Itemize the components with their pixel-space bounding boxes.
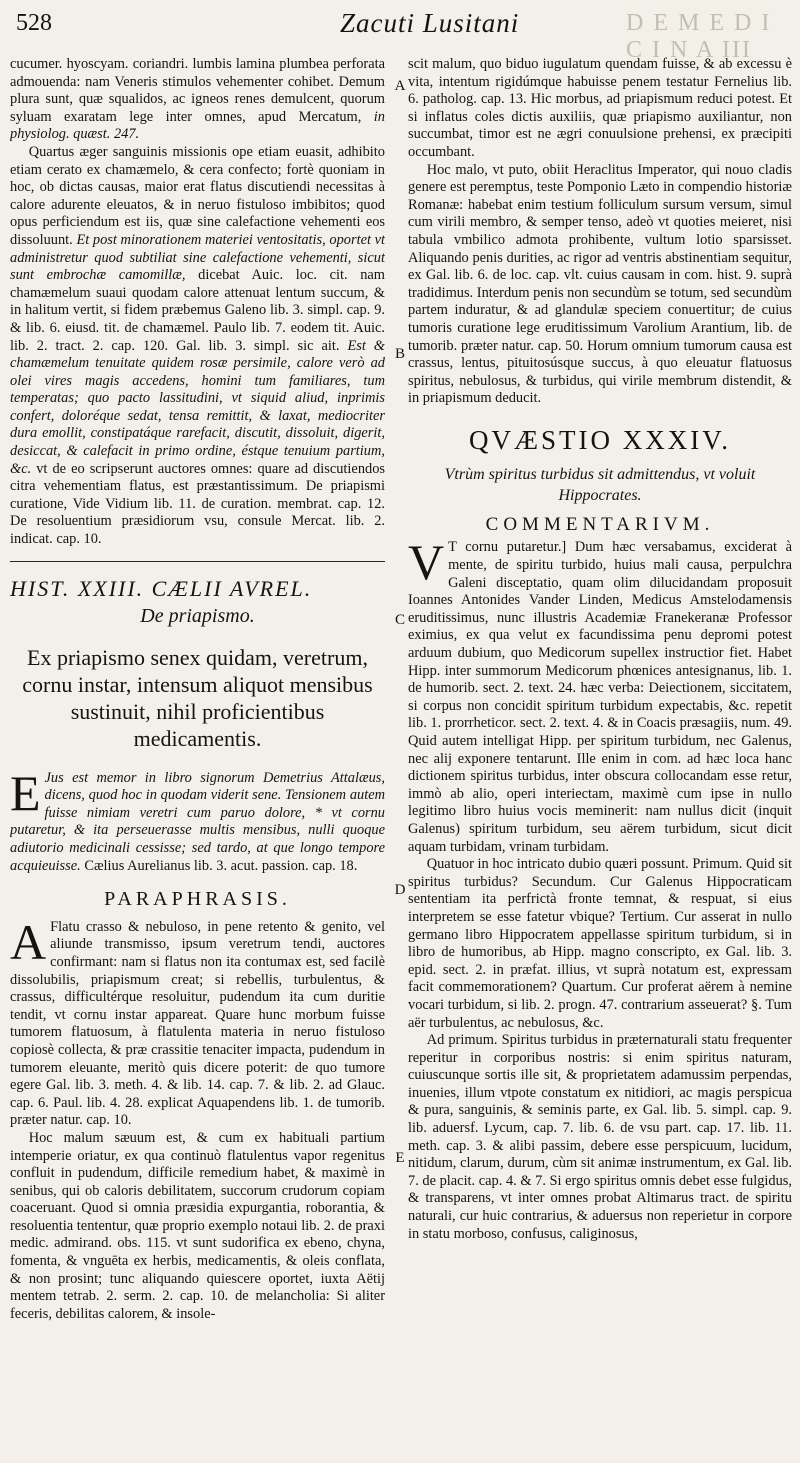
margin-letter-b: B [394, 346, 405, 362]
left-paragraph: Hoc malum sæuum est, & cum ex habituali partium intemperie oriatur, ex qua continuò flatulentus vapor regenitus confluit in pudendum, difficile remedium habet, & maximè in senibus, qui ob caloris debilitatem, succorum crudorum copiam coaceruant. Quod si omnia præsidia expurgantia, roborantia, & resoluentia tententur, quæ proprio exemplo notaui lib. 2. de praxi medic. admirand. obs. 115. vt sunt sudorifica ex ebeno, chyna, fomenta, & vnguēta ex herbis, medicamentis, & oleis conflata, & non prosint; tunc aliquando quiescere oportet, iuxta Aëtij mentem tetrab. 2. serm. 2. cap. 10. de melancholia: Si aliter feceris, debilitas calorem, & insole- [10, 1129, 385, 1322]
history-title: HIST. XXIII. CÆLII AVREL. [10, 575, 313, 601]
commentarium-heading: COMMENTARIVM. [485, 513, 715, 535]
paraphrasis-text: A Flatu crasso & nebuloso, in pene retento & genito, vel aliunde transmisso, ipsum veretrum tendi, auctores confirmant: nam si flatus non ita contumax est, sed facilè dissolubilis, priapismum creat; si rebellis, turbulentus, & crassus, difficultérque resoluitur, pudendum ita cum duritie tendit, vt cornu instar appareat. Quare hunc morbum fuisse tumorem flatuosum, à flatulenta materia in neruo fistuloso copiosè collecta, & præ crassitie tenaciter impacta, pudendum in tumorem eleuante, meritò quis dicere poterit: de quo tumore egere Gal. lib. 3. meth. 4. & lib. 14. cap. 7. & lib. 2. ad Glauc. cap. 6. Paul. lib. 4. 28. explicat Aquapendens lib. 1. de tumorib. præter natur. cap. 10. [10, 913, 385, 1129]
left-paragraph: cucumer. hyoscyam. coriandri. lumbis lamina plumbea perforata admouenda: nam Veneris stimulos vehementer cohibet. Demum plura sunt, quæ squalidos, ac igneos renes demulcent, quorum syluam exaratam lege inter omnes, apud Mercatum, in physiolog. quæst. 247. [10, 56, 385, 143]
history-summary: Ex priapismo senex quidam, veretrum, cornu instar, intensum aliquot mensibus sustinuit, nihil proficientibus medicamentis. [22, 644, 373, 751]
left-paragraph: Quartus æger sanguinis missionis ope etiam euasit, adhibito etiam cerato ex chamæmelo, & cera confecto; fortè quoniam in hoc, ob dictas causas, maior erat flatus discutiendi necessitas à calore adurente eleuatos, & in neruo fistuloso imbibitos; quod opus perficiendum est iis, quæ sine calefactione vehementi eos dissoluunt. Et post minorationem materiei ventositatis, oportet vt administretur quod subtiliat sine calefactione vehementi, sicut sunt embrochæ camomillæ, dicebat Auic. loc. cit. nam chamæmelum suaui quodam calore attenuat lentum succum, & in halitum vertit, si fidem præbemus Galeno lib. 3. simpl. cap. 9. & lib. 6. eiusd. tit. de chamæmel. Paulo lib. 7. eodem tit. Auic. lib. 2. tract. 2. cap. 120. Gal. lib. 3. simpl. sic ait. Est & chamæmelum tenuitate quidem rosæ persimile, calore verò ad olei vires magis accedens, homini tum familiares, tum temperatas; quo pacto lassitudini, vt siquid aliud, inprimis confert, doloréque sedat, tensa remittit, & laxat, mediocriter dura emollit, constipatáque rarefacit, discutit, dissoluit, digerit, desiccat, & calefacit in primo ordine, éstque tenuium partium, &c. vt de eo scripserunt auctores omnes: quare ad discutiendos citra vehementiam flatus, est præstantissimum. De priapismi curatione, Vide Vidium lib. 11. de curation. membrat. cap. 12. De resoluentium præsidiorum vsu, consule Mercat. lib. 2. indicat. cap. 10. [10, 143, 385, 548]
history-subtitle: De priapismo. [140, 604, 255, 627]
drop-cap: V [408, 534, 445, 591]
drop-cap: A [10, 913, 47, 970]
margin-letter-a: A [394, 78, 406, 94]
running-head [14, 6, 786, 63]
right-paragraph: Quatuor in hoc intricato dubio quæri possunt. Primum. Quid sit spiritus turbidus? Secundum. Cur Galenus Hippocraticam sententiam ita perfrictà fronte temnat, & respuat, si eius interpretem se esse fatetur vbique? Tertium. Cur asserat in nullo germano libro Hippocratem appellasse spiritum turbidum, si in libro de humoribus, ab Hipp. magno conscripto, ex Gal. lib. 3. epid. sect. 2. in præfat. illius, vt suprà notatum est, expressam facit commemorationem? Quartum. Cur proferat aërem à nemine vocari turbidum, si lib. 2. progn. 47. contrarium asseuerat? §. Tum aër turbulentus, ac nebulosus, &c. [408, 856, 792, 1031]
margin-letter-c: C [394, 612, 405, 628]
left-column [10, 56, 385, 1455]
history-text: E Jus est memor in libro signorum Demetrius Attalæus, dicens, quod hoc in quodam viderit sene. Tensionem autem fuisse nimiam veretri cum paruo dolore, * vt cornu putaretur, & ita perseuerasse multis mensibus, nulli quoque adiutorio medicinali cessisse; sed tardo, at que longo tempore acquieuisse. Cælius Aurelianus lib. 3. acut. passion. cap. 18. [10, 764, 385, 874]
drop-cap: E [10, 764, 41, 821]
commentary-text: V T cornu putaretur.] Dum hæc versabamus, exciderat à mente, de spiritu turbido, huius mali causa, perpulchra Galeni disceptatio, quam olim dilucidandam proposuit Ioannes Antonides Vander Linden, Medicus Amstelodamensis eruditissimus, nunc illustris Academiæ Franekeranæ Professor eximius, ex qua velut ex facundissima penu depromi potest arduum dubium, quo Medicorum supellex instructior fiet. Habet Hipp. inter summorum Medicorum phœnices antesignanus, lib. 1. de humorib. sect. 2. text. 24. hæc verba: Deiectionem, siccitatem, si corpus non concidit spiritum turbidum expectabis, &c. repetit lib. 1. prorrheticor. sect. 2. text. 4. & in Coacis præsagiis, num. 49. Quid autem intelligat Hipp. per spiritum turbidum, nec Galenus, nec alij exponere tentarunt. Ille enim in com. ad hæc loca hanc dictionem spiritus turbidus, inter obscura collocandam esse retur, immò ab alio, operi interiectam, maximè cum ipse in nullo legitimo libro huius vocis meminerit: nam nullus dicit (inquit Galenus) spiritum turbidum, seu aërem turbidum, sicut dicit aquam turbidam, vrinam turbidam. [408, 534, 792, 855]
quaestio-heading: QVÆSTIO XXXIV. [468, 424, 731, 455]
quaestio-subtitle: Vtrùm spiritus turbidus sit admittendus, vt voluit Hippocrates. [444, 465, 756, 504]
right-paragraph: scit malum, quo biduo iugulatum quendam fuisse, & ab excessu è vita, intentum rigidúmque habuisse penem testatur Fernelius lib. 6. patholog. cap. 13. Hic morbus, ad priapismum reduci potest. Et si inflatus coles dictis auxiliis, quæ priapismo auxiliantur, non succumbat, timor est ne ægri conuulsione prehensi, ex præcipiti occumbant. [408, 56, 792, 160]
running-title: Zacuti Lusitani [340, 8, 520, 38]
right-column [408, 56, 792, 1455]
bleed-through-heading: D E M E D I C I N A III [626, 10, 772, 63]
right-paragraph: Hoc malo, vt puto, obiit Heraclitus Imperator, qui nouo cladis genere est peremptus, teste Pomponio Læto in compendio historiæ Romanæ: habebat enim testium folliculum sursum versum, simul cum virili membro, & semper tenso, adeò vt quoties meieret, nisi tabula vmbilico admota prohibente, vultum lotio sparsisset. Aliquando penis durities, ac rigor ad ventris abstinentiam sequitur, ex Gal. lib. 6. de loc. cap. vlt. cuius causam in com. hist. 9. suprà tradidimus. Interdum penis non secundùm se totum, sed secundùm partem induratur, & ad glandulæ speciem conuertitur; de cuius tumoris curatione lege eruditissimum Varolium Arantium, lib. de tumorib. præter natur. cap. 50. Horum omnium tumorum causa est crassus, lentus, pituitosúsque succus, à quo eleuatur flatuosus spiritus, nebulosus, & turbidus, qui virile membrum distendit, & in priapismum deducit. [408, 161, 792, 407]
right-paragraph: Ad primum. Spiritus turbidus in præternaturali statu frequenter reperitur in corporibus nostris: si enim spiritus naturam, cuiuscunque sortis ille sit, & proprietatem adamussim perpendas, inuenies, illum vtpote constatum ex nitidiori, ac magis perspicua & pura, sanguinis, & seminis parte, ex Gal. lib. 5. simpl. cap. 9. lib. aduersf. Lycum, cap. 7. lib. 6. de vsu part. cap. 17. lib. 11. meth. cap. 3. & alibi passim, debere esse perspicuum, lucidum, nitidum, clarum, durum, cùm sit animæ instrumentum, ex Gal. lib. 7. de placit. cap. 4. & 7. Si ergo spiritus omnis debet esse fulgidus, & transparens, vt inter omnes probat Altimarus tract. de spiritu naturali, cur huic contrarius, & aduersus non reperietur in corpore in statu morboso, confusus, caliginosus, [408, 1032, 792, 1242]
section-divider [10, 561, 385, 562]
page-number: 528 [16, 10, 52, 36]
margin-letter-d: D [394, 882, 406, 898]
margin-letter-e: E [395, 1150, 405, 1166]
paraphrasis-heading: PARAPHRASIS. [104, 888, 291, 911]
